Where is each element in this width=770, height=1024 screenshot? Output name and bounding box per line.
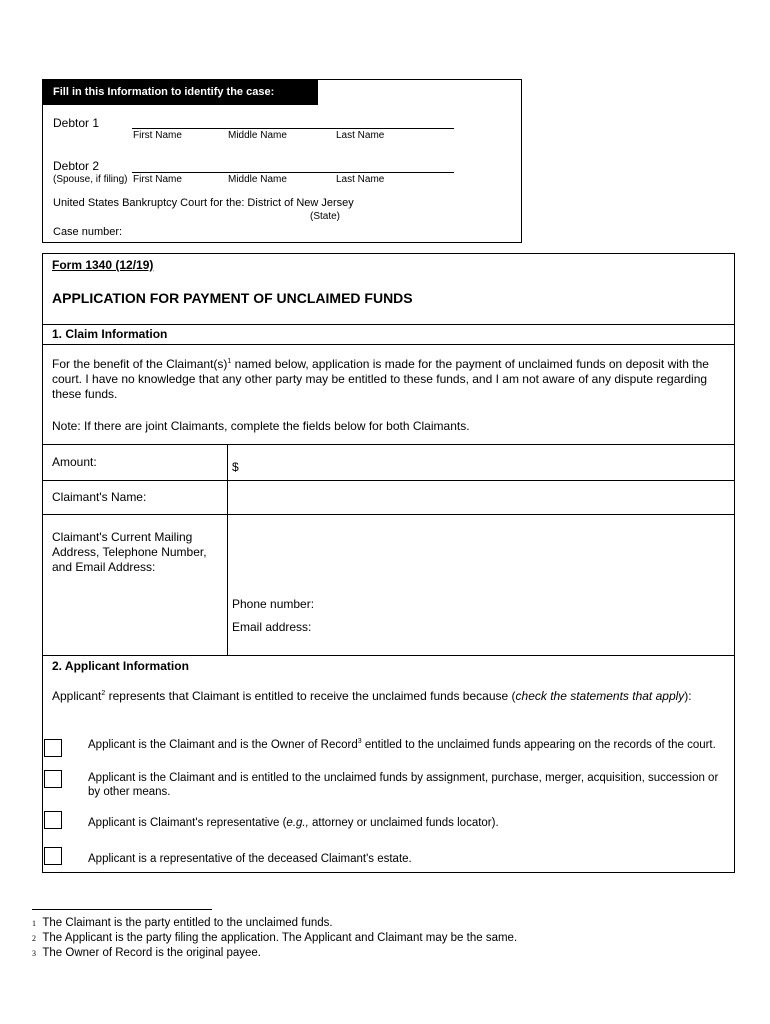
debtor2-last-name-label: Last Name <box>336 174 385 185</box>
divider <box>42 324 735 325</box>
debtor2-spouse-note: (Spouse, if filing) <box>53 174 128 185</box>
joint-claimants-note: Note: If there are joint Claimants, complete the fields below for both Claimants. <box>52 419 470 433</box>
claimant-name-field[interactable] <box>228 481 734 514</box>
debtor2-name-field[interactable] <box>132 172 454 173</box>
representative-checkbox[interactable] <box>44 811 62 829</box>
estate-representative-checkbox[interactable] <box>44 847 62 865</box>
footnote-2: 2 The Applicant is the party filing the application. The Applicant and Claimant may be the same. <box>32 932 518 944</box>
debtor2-first-name-label: First Name <box>133 174 182 185</box>
state-label: (State) <box>310 211 341 222</box>
debtor2-label: Debtor 2 <box>53 159 100 173</box>
footnote-separator <box>32 909 212 910</box>
footnote-1: 1 The Claimant is the party entitled to the unclaimed funds. <box>32 917 333 929</box>
section1-heading: 1. Claim Information <box>52 327 168 341</box>
footnote-3: 3 The Owner of Record is the original payee. <box>32 947 262 959</box>
amount-field[interactable]: $ <box>232 460 239 474</box>
option-representative-label: Applicant is Claimant's representative (e.g., attorney or unclaimed funds locator). <box>88 817 499 829</box>
divider <box>42 344 735 345</box>
assignment-checkbox[interactable] <box>44 770 62 788</box>
case-info-header: Fill in this Information to identify the case: <box>43 80 318 105</box>
court-line: United States Bankruptcy Court for the: District of New Jersey <box>53 197 354 209</box>
claimant-name-label: Claimant's Name: <box>52 490 147 504</box>
phone-number-label: Phone number: <box>232 597 315 611</box>
debtor1-last-name-label: Last Name <box>336 130 385 141</box>
claimant-address-field[interactable] <box>228 515 734 593</box>
debtor1-first-name-label: First Name <box>133 130 182 141</box>
email-address-label: Email address: <box>232 620 312 634</box>
debtor1-name-field[interactable] <box>132 128 454 129</box>
claimant-address-label: Claimant's Current Mailing Address, Telephone Number, and Email Address: <box>52 530 207 574</box>
case-number-label: Case number: <box>53 226 123 238</box>
owner-of-record-checkbox[interactable] <box>44 739 62 757</box>
option-estate-representative-label: Applicant is a representative of the deceased Claimant's estate. <box>88 853 412 865</box>
amount-label: Amount: <box>52 455 97 469</box>
table-row-divider <box>42 655 735 656</box>
option-assignment-label: Applicant is the Claimant and is entitled to the unclaimed funds by assignment, purchase, merger, acquisition, succession or by other means. <box>88 772 719 798</box>
claim-statement: For the benefit of the $Claimant(s)^1$ named below, application is made for the payment of unclaimed funds on deposit with the court. I have no knowledge that any other party may be entitled to these funds, and I am not aware of any dispute regarding these funds. <box>52 357 709 401</box>
form-title: APPLICATION FOR PAYMENT OF UNCLAIMED FUNDS <box>52 290 413 306</box>
option-owner-of-record-label: Applicant is the Claimant and is the Owner of Record$^3$ entitled to the unclaimed funds appearing on the records of the court. <box>88 738 716 751</box>
applicant-statement: Applicant$^2$ represents that Claimant is entitled to receive the unclaimed funds because (check the statements that apply): <box>52 689 692 703</box>
debtor1-middle-name-label: Middle Name <box>228 130 287 141</box>
form-number: Form 1340 (12/19) <box>52 258 154 272</box>
table-row-divider <box>42 444 735 445</box>
debtor1-label: Debtor 1 <box>53 116 100 130</box>
debtor2-middle-name-label: Middle Name <box>228 174 287 185</box>
section2-heading: 2. Applicant Information <box>52 659 189 673</box>
